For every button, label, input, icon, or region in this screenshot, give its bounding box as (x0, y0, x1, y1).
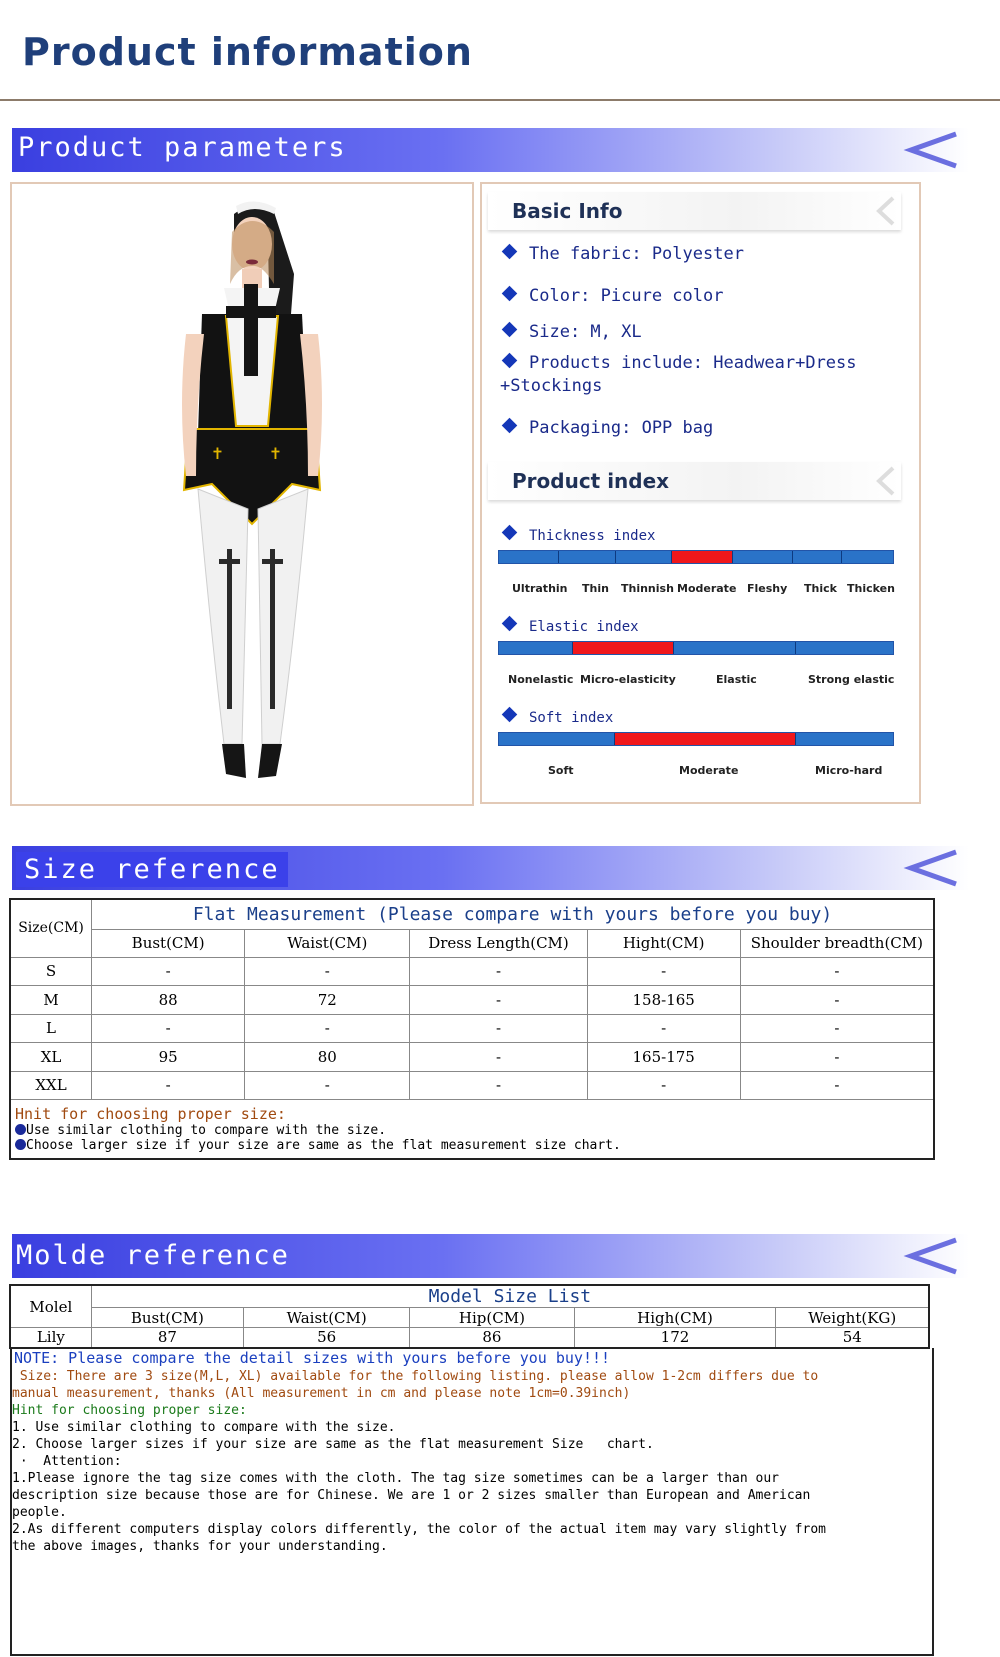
table-row: L - - - - - (10, 1014, 934, 1042)
note-attention-item: 1.Please ignore the tag size comes with the cloth. The tag size sometimes can be a larger than our (12, 1471, 780, 1486)
thickness-label: Thicken (847, 582, 895, 595)
basic-info-heading: Basic Info (512, 199, 623, 223)
product-photo (12, 184, 472, 804)
table-row: Lily 87 56 86 172 54 (10, 1328, 929, 1348)
product-index-heading: Product index (512, 469, 670, 493)
product-photo-frame (10, 182, 474, 806)
diamond-bullet-icon (502, 286, 518, 302)
diamond-bullet-icon (502, 418, 518, 434)
note-attention-title: · Attention: (12, 1454, 122, 1469)
size-col-header: Waist(CM) (245, 929, 410, 957)
model-col-header: Hip(CM) (410, 1308, 574, 1328)
note-attention-item: the above images, thanks for your understanding. (12, 1539, 388, 1554)
basic-info-band (488, 192, 901, 230)
thickness-label: Ultrathin (512, 582, 568, 595)
elastic-label: Micro-elasticity (580, 673, 676, 686)
diamond-bullet-icon (502, 525, 518, 541)
notes-block (10, 1348, 934, 1656)
size-col-header: Dress Length(CM) (410, 929, 587, 957)
section-title-size: Size reference (16, 852, 288, 887)
size-table-corner: Size(CM) (10, 899, 92, 957)
section-title-model: Molde reference (16, 1240, 290, 1271)
size-col-header: Bust(CM) (92, 929, 245, 957)
model-table-caption: Model Size List (91, 1285, 929, 1308)
size-hint-item: Choose larger size if your size are same as the flat measurement size chart. (15, 1138, 929, 1153)
chevron-left-icon (875, 466, 897, 496)
product-index-band (488, 462, 901, 500)
thickness-label: Thin (582, 582, 609, 595)
thickness-index-bar (498, 550, 894, 564)
elastic-label: Strong elastic (808, 673, 895, 686)
note-heading: NOTE: Please compare the detail sizes with yours before you buy!!! (14, 1349, 611, 1367)
soft-index-title: Soft index (500, 709, 613, 726)
model-table (9, 1284, 930, 1349)
note-attention-item: 2.As different computers display colors differently, the color of the actual item may vary slightly from (12, 1522, 826, 1537)
note-attention-item: people. (12, 1505, 67, 1520)
note-size-line: manual measurement, thanks (All measurement in cm and please note 1cm=0.39inch) (12, 1386, 631, 1401)
svg-text:✝: ✝ (212, 443, 223, 464)
info-size: Size: M, XL (500, 321, 642, 344)
thickness-label: Thick (804, 582, 837, 595)
size-hint-block (10, 1099, 934, 1159)
soft-label: Moderate (679, 764, 739, 777)
title-divider (0, 99, 1000, 101)
thickness-label: Thinnish (621, 582, 674, 595)
section-title-params: Product parameters (18, 132, 347, 163)
page-title: Product information (22, 30, 473, 74)
section-band-model (12, 1234, 969, 1278)
model-col-header: High(CM) (574, 1308, 776, 1328)
size-col-header: Shoulder breadth(CM) (740, 929, 934, 957)
diamond-bullet-icon (502, 707, 518, 723)
diamond-bullet-icon (502, 616, 518, 632)
thickness-label: Moderate (677, 582, 737, 595)
model-col-header: Bust(CM) (91, 1308, 243, 1328)
model-table-corner: Molel (10, 1285, 91, 1328)
diamond-bullet-icon (502, 353, 518, 369)
diamond-bullet-icon (502, 322, 518, 338)
soft-index-bar (498, 732, 894, 746)
note-hint-item: 1. Use similar clothing to compare with the size. (12, 1420, 396, 1435)
info-color: Color: Picure color (500, 285, 723, 308)
section-band-params (12, 128, 969, 172)
elastic-index-title: Elastic index (500, 618, 639, 635)
dot-bullet-icon (15, 1124, 26, 1135)
model-col-header: Waist(CM) (244, 1308, 410, 1328)
size-hint-item: Use similar clothing to compare with the size. (15, 1123, 929, 1138)
diamond-bullet-icon (502, 244, 518, 260)
table-row: S - - - - - (10, 957, 934, 985)
note-attention-item: description size because those are for Chinese. We are 1 or 2 sizes smaller than European and American (12, 1488, 811, 1503)
size-col-header: Hight(CM) (587, 929, 740, 957)
chevron-left-icon (901, 130, 961, 170)
size-table (9, 898, 935, 1160)
info-includes: Products include: Headwear+Dress (500, 352, 857, 375)
note-hint-title: Hint for choosing proper size: (12, 1403, 247, 1418)
elastic-label: Nonelastic (508, 673, 574, 686)
dot-bullet-icon (15, 1139, 26, 1150)
thickness-index-title: Thickness index (500, 527, 655, 544)
size-table-caption: Flat Measurement (Please compare with yours before you buy) (92, 899, 934, 929)
info-includes-cont: +Stockings (500, 376, 603, 396)
elastic-label: Elastic (716, 673, 757, 686)
soft-label: Micro-hard (815, 764, 883, 777)
model-col-header: Weight(KG) (776, 1308, 929, 1328)
info-fabric: The fabric: Polyester (500, 243, 744, 266)
table-row: XXL - - - - - (10, 1071, 934, 1099)
thickness-label: Fleshy (747, 582, 788, 595)
chevron-left-icon (901, 848, 961, 888)
note-size-line: Size: There are 3 size(M,L, XL) available for the following listing. please allow 1-2cm differs due to (12, 1369, 819, 1384)
table-row: XL 95 80 - 165-175 - (10, 1042, 934, 1071)
soft-label: Soft (548, 764, 574, 777)
svg-text:✝: ✝ (270, 443, 281, 464)
note-hint-item: 2. Choose larger sizes if your size are same as the flat measurement Size chart. (12, 1437, 654, 1452)
chevron-left-icon (901, 1236, 961, 1276)
table-row: M 88 72 - 158-165 - (10, 985, 934, 1014)
section-band-size (12, 846, 969, 890)
elastic-index-bar (498, 641, 894, 655)
size-hint-title: Hnit for choosing proper size: (15, 1104, 286, 1123)
info-packaging: Packaging: OPP bag (500, 417, 713, 440)
chevron-left-icon (875, 196, 897, 226)
